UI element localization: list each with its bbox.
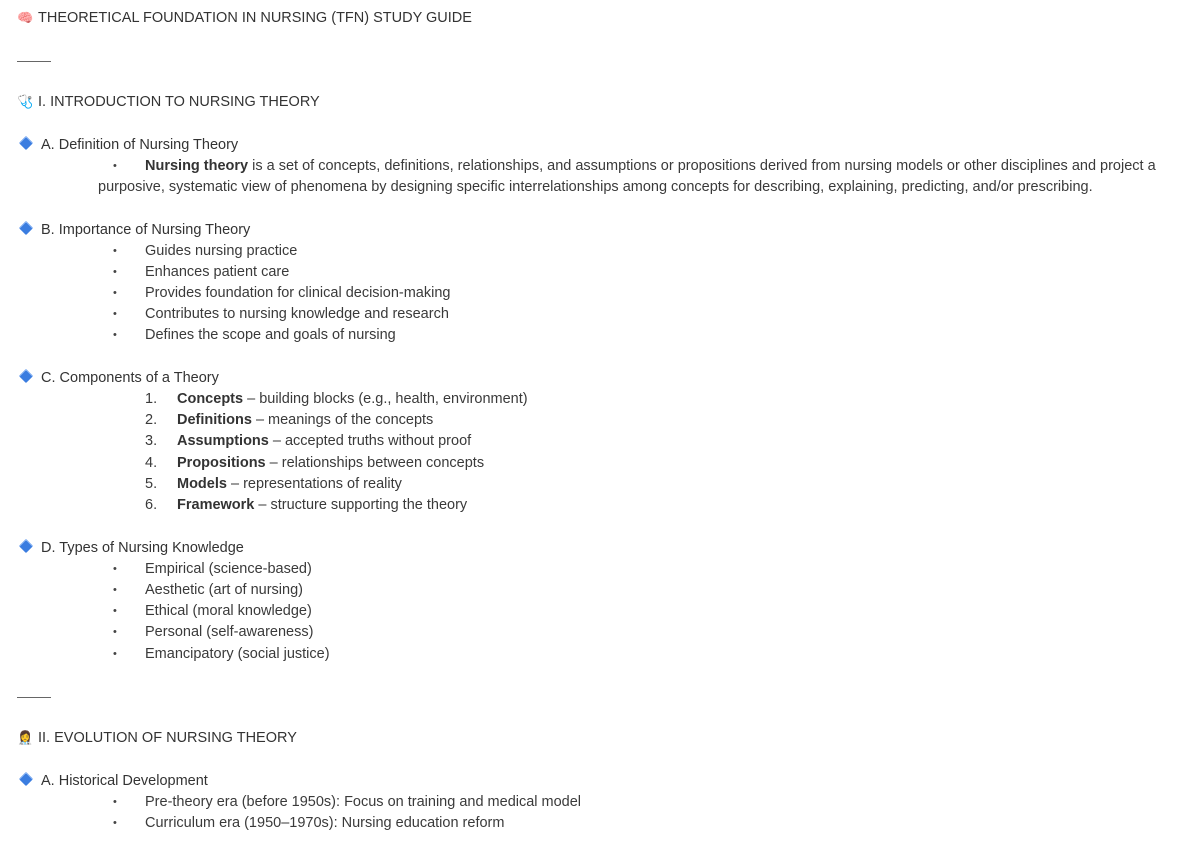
bullet-icon: •: [113, 160, 117, 172]
definition-paragraph: Nursing theory is a set of concepts, definitions, relationships, and assumptions or propositions derived from nursing models or other disciplines and project a: [145, 158, 1156, 174]
list-number: 3.: [145, 433, 158, 449]
list-item: Propositions – relationships between concepts: [177, 455, 485, 471]
subsection-a-heading: A. Definition of Nursing Theory: [17, 135, 238, 155]
divider: [17, 697, 51, 698]
list-item: Emancipatory (social justice): [145, 646, 330, 662]
list-item: Models – representations of reality: [177, 476, 402, 492]
bullet-icon: •: [113, 626, 117, 638]
bullet-icon: •: [113, 245, 117, 257]
list-item: Personal (self-awareness): [145, 624, 314, 640]
list-number: 5.: [145, 476, 158, 492]
bullet-icon: •: [113, 605, 117, 617]
divider: [17, 61, 51, 62]
list-number: 2.: [145, 412, 158, 428]
list-item: Guides nursing practice: [145, 243, 298, 259]
list-item: Contributes to nursing knowledge and research: [145, 306, 449, 322]
section-2-heading: 👩‍⚕️ II. EVOLUTION OF NURSING THEORY: [17, 730, 297, 746]
list-item: Definitions – meanings of the concepts: [177, 412, 434, 428]
bullet-icon: •: [113, 308, 117, 320]
blue-diamond-icon: [19, 772, 33, 786]
list-item: Assumptions – accepted truths without proof: [177, 433, 472, 449]
subsection-b-heading: B. Importance of Nursing Theory: [17, 220, 250, 240]
blue-diamond-icon: [19, 136, 33, 150]
subsection-c-heading: C. Components of a Theory: [17, 368, 219, 388]
bullet-icon: •: [113, 563, 117, 575]
bullet-icon: •: [113, 817, 117, 829]
list-number: 4.: [145, 455, 158, 471]
bullet-icon: •: [113, 584, 117, 596]
blue-diamond-icon: [19, 369, 33, 383]
definition-term: Nursing theory: [145, 158, 249, 174]
subsection-a-heading-2: A. Historical Development: [17, 771, 208, 791]
subsection-d-heading: D. Types of Nursing Knowledge: [17, 538, 244, 558]
list-number: 1.: [145, 391, 158, 407]
bullet-icon: •: [113, 796, 117, 808]
list-item: Provides foundation for clinical decision-making: [145, 285, 451, 301]
list-item: Empirical (science-based): [145, 561, 312, 577]
stethoscope-icon: 🩺: [17, 94, 34, 109]
list-item: Pre-theory era (before 1950s): Focus on training and medical model: [145, 794, 582, 810]
bullet-icon: •: [113, 287, 117, 299]
nurse-icon: 👩‍⚕️: [17, 730, 34, 745]
list-item: Aesthetic (art of nursing): [145, 582, 303, 598]
list-item: Concepts – building blocks (e.g., health, environment): [177, 391, 528, 407]
bullet-icon: •: [113, 648, 117, 660]
definition-paragraph-cont: purposive, systematic view of phenomena by designing specific interrelationships among concepts for describing, explaining, predicting, and/or prescribing.: [98, 179, 1093, 195]
section-1-heading: 🩺 I. INTRODUCTION TO NURSING THEORY: [17, 94, 320, 110]
list-item: Enhances patient care: [145, 264, 290, 280]
list-item: Defines the scope and goals of nursing: [145, 327, 396, 343]
bullet-icon: •: [113, 266, 117, 278]
blue-diamond-icon: [19, 221, 33, 235]
bullet-icon: •: [113, 329, 117, 341]
list-number: 6.: [145, 497, 158, 513]
list-item: Curriculum era (1950–1970s): Nursing education reform: [145, 815, 505, 831]
list-item: Framework – structure supporting the theory: [177, 497, 468, 513]
blue-diamond-icon: [19, 539, 33, 553]
list-item: Ethical (moral knowledge): [145, 603, 312, 619]
guide-title: 🧠 THEORETICAL FOUNDATION IN NURSING (TFN) STUDY GUIDE: [17, 10, 472, 26]
brain-icon: 🧠: [17, 10, 34, 25]
